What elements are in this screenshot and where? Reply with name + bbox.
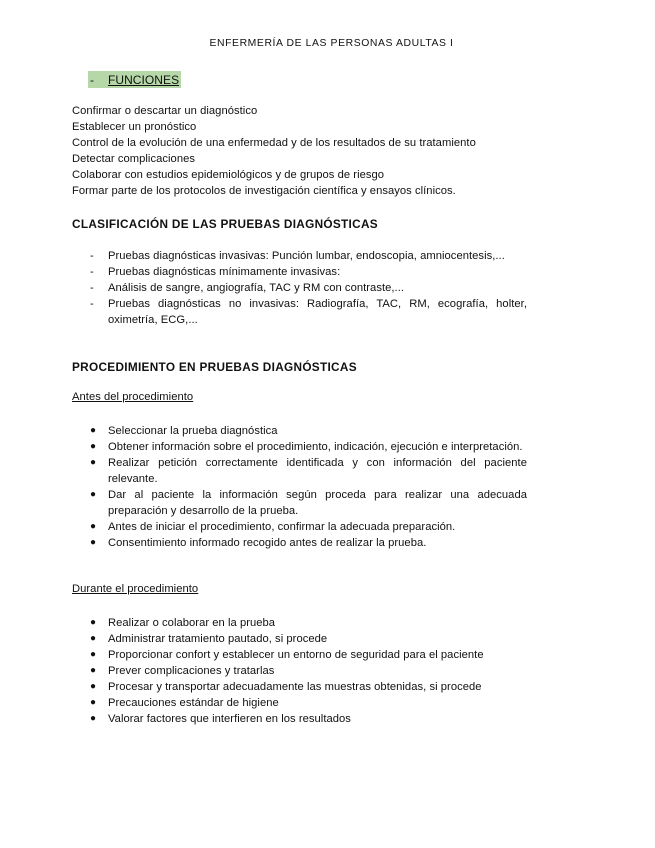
- list-item-text: Valorar factores que interfieren en los resultados: [108, 713, 351, 725]
- funciones-dash: -: [90, 72, 95, 87]
- bullet-icon: ●: [90, 537, 97, 548]
- list-item: [90, 615, 527, 631]
- list-item: [90, 296, 527, 328]
- list-item-text: Antes de iniciar el procedimiento, confirmar la adecuada preparación.: [108, 521, 456, 533]
- bullet-icon: ●: [90, 633, 97, 644]
- bullet-icon: ●: [90, 665, 97, 676]
- antes-list: [90, 423, 527, 551]
- funciones-line: Formar parte de los protocolos de investigación científica y ensayos clínicos.: [72, 185, 456, 197]
- list-item-text: Consentimiento informado recogido antes de realizar la prueba.: [108, 537, 427, 549]
- list-item: [90, 663, 527, 679]
- list-item-text: Procesar y transportar adecuadamente las muestras obtenidas, si procede: [108, 681, 482, 693]
- list-item-text: Prever complicaciones y tratarlas: [108, 665, 275, 677]
- list-item-text: Administrar tratamiento pautado, si procede: [108, 633, 328, 645]
- funciones-lines: [72, 103, 476, 199]
- bullet-icon: ●: [90, 617, 97, 628]
- bullet-icon: ●: [90, 425, 97, 436]
- list-item: [90, 519, 527, 535]
- dash-marker: -: [90, 250, 94, 262]
- funciones-line: Colaborar con estudios epidemiológicos y de grupos de riesgo: [72, 169, 385, 181]
- bullet-icon: ●: [90, 457, 97, 468]
- funciones-line: Detectar complicaciones: [72, 153, 196, 165]
- bullet-icon: ●: [90, 681, 97, 692]
- list-item-text: Obtener información sobre el procedimiento, indicación, ejecución e interpretación.: [108, 441, 523, 453]
- funciones-label: FUNCIONES: [108, 72, 180, 87]
- list-item: [90, 487, 527, 519]
- funciones-line: Confirmar o descartar un diagnóstico: [72, 105, 258, 117]
- dash-marker: -: [90, 266, 94, 278]
- funciones-heading: [88, 71, 181, 88]
- list-item: [90, 679, 527, 695]
- list-item-text: Proporcionar confort y establecer un entorno de seguridad para el paciente: [108, 649, 484, 661]
- bullet-icon: ●: [90, 441, 97, 452]
- list-item: [90, 264, 527, 280]
- antes-subheading: Antes del procedimiento: [72, 391, 194, 403]
- header-title: ENFERMERÍA DE LAS PERSONAS ADULTAS I: [209, 38, 454, 49]
- list-item: [90, 695, 527, 711]
- list-item: [90, 455, 527, 487]
- list-item-text: Precauciones estándar de higiene: [108, 697, 279, 709]
- bullet-icon: ●: [90, 649, 97, 660]
- list-item-text: Análisis de sangre, angiografía, TAC y RM con contraste,...: [108, 282, 405, 294]
- dash-marker: -: [90, 298, 94, 310]
- list-item: [90, 439, 527, 455]
- funciones-line: Control de la evolución de una enfermedad y de los resultados de su tratamiento: [72, 137, 476, 149]
- list-item-text: Pruebas diagnósticas mínimamente invasivas:: [108, 266, 341, 278]
- dash-marker: -: [90, 282, 94, 294]
- list-item-text: Dar al paciente la información según proceda para realizar una adecuada preparación y desarrollo de la prueba.: [108, 489, 527, 517]
- list-item: [90, 280, 527, 296]
- list-item: [90, 535, 527, 551]
- list-item: [90, 631, 527, 647]
- list-item: [90, 711, 527, 727]
- clasificacion-list: [90, 248, 527, 328]
- list-item-text: Pruebas diagnósticas no invasivas: Radiografía, TAC, RM, ecografía, holter, oximetría, ECG,...: [108, 298, 527, 326]
- bullet-icon: ●: [90, 489, 97, 500]
- bullet-icon: ●: [90, 521, 97, 532]
- clasificacion-heading: CLASIFICACIÓN DE LAS PRUEBAS DIAGNÓSTICAS: [72, 217, 378, 231]
- list-item-text: Pruebas diagnósticas invasivas: Punción lumbar, endoscopia, amniocentesis,...: [108, 250, 505, 262]
- funciones-line: Establecer un pronóstico: [72, 121, 197, 133]
- list-item: [90, 423, 527, 439]
- list-item-text: Realizar o colaborar en la prueba: [108, 617, 276, 629]
- bullet-icon: ●: [90, 713, 97, 724]
- list-item-text: Seleccionar la prueba diagnóstica: [108, 425, 278, 437]
- procedimiento-heading: PROCEDIMIENTO EN PRUEBAS DIAGNÓSTICAS: [72, 360, 357, 374]
- durante-subheading: Durante el procedimiento: [72, 583, 199, 595]
- bullet-icon: ●: [90, 697, 97, 708]
- durante-list: [90, 615, 527, 727]
- list-item: [90, 647, 527, 663]
- list-item: [90, 248, 527, 264]
- list-item-text: Realizar petición correctamente identificada y con información del paciente relevante.: [108, 457, 527, 485]
